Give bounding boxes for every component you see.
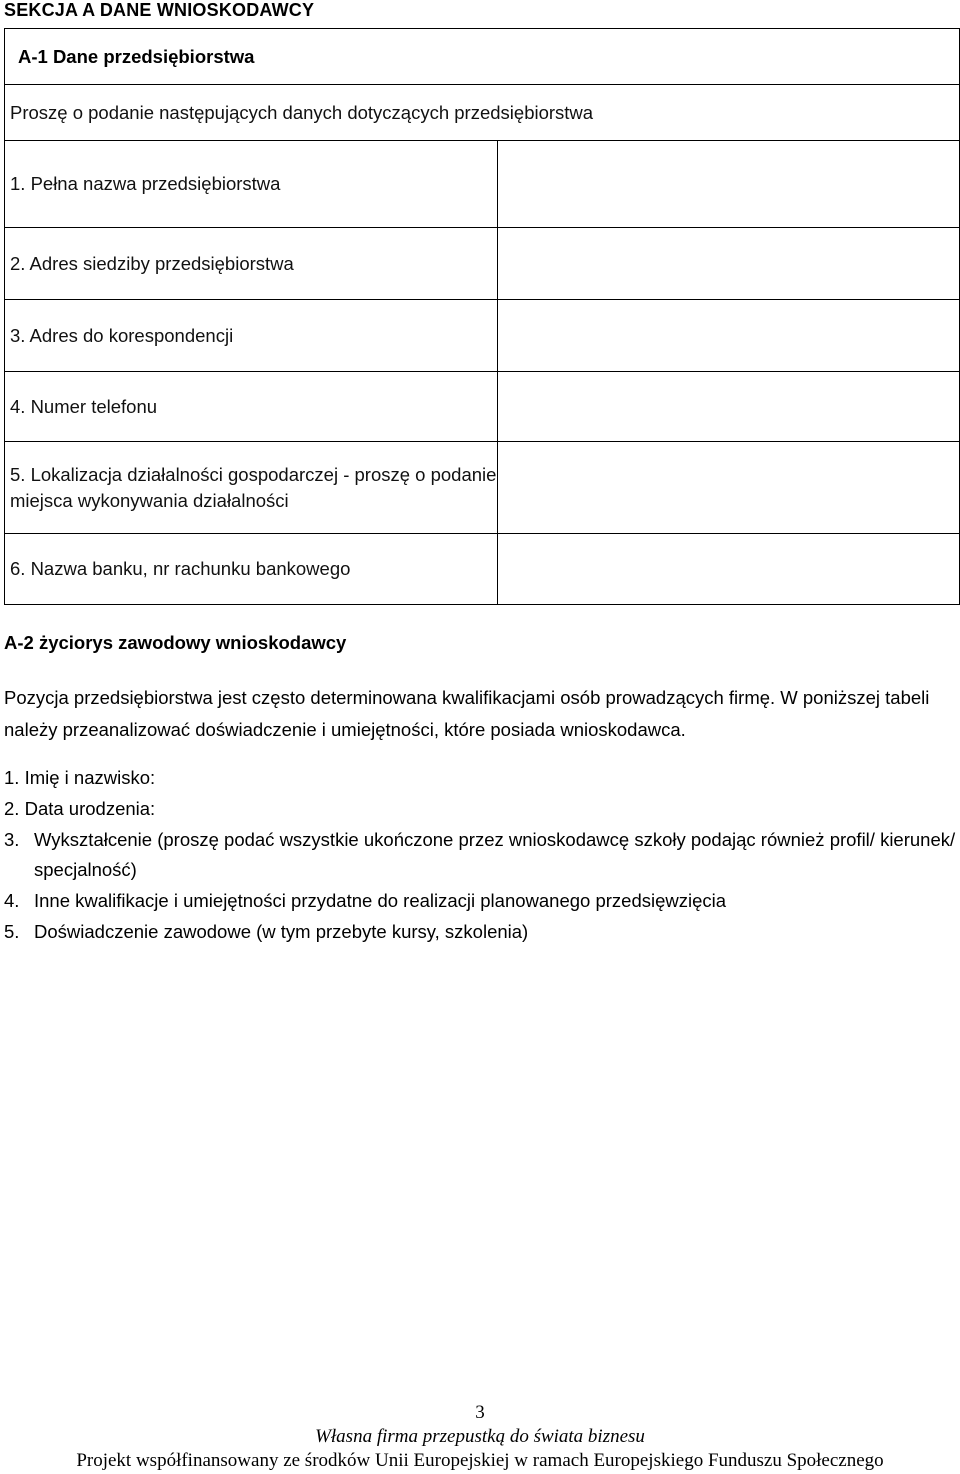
list-item-text: Inne kwalifikacje i umiejętności przydatne do realizacji planowanego przedsięwzięcia xyxy=(34,890,727,911)
list-item-number: 5. xyxy=(4,921,20,942)
row-label-headquarters: 2. Adres siedziby przedsiębiorstwa xyxy=(5,228,498,300)
correspondence-field[interactable] xyxy=(498,300,960,372)
list-item-number: 3. xyxy=(4,829,20,850)
table-row xyxy=(5,300,960,372)
list-item xyxy=(4,794,155,824)
list-item-text: Wykształcenie (proszę podać wszystkie ukończone przez wnioskodawcę szkoły podając również profil/ kierunek/ specjalność) xyxy=(34,829,956,880)
table-row xyxy=(5,442,960,534)
table-row xyxy=(5,141,960,228)
footer-funding-note: Projekt współfinansowany ze środków Unii Europejskiej w ramach Europejskiego Funduszu Społecznego xyxy=(76,1450,884,1471)
table-header-row xyxy=(5,29,960,85)
table-intro: Proszę o podanie następujących danych dotyczących przedsiębiorstwa xyxy=(5,85,960,141)
table-row xyxy=(5,534,960,605)
row-label-correspondence: 3. Adres do korespondencji xyxy=(5,300,498,372)
list-item-number: 4. xyxy=(4,890,20,911)
list-item xyxy=(4,886,726,916)
table-row xyxy=(5,372,960,442)
list-item-text: Imię i nazwisko: xyxy=(24,767,156,788)
list-item-text: Doświadczenie zawodowe (w tym przebyte kursy, szkolenia) xyxy=(34,921,529,942)
footer-slogan: Własna firma przepustką do świata biznesu xyxy=(315,1426,645,1447)
row-label-bank: 6. Nazwa banku, nr rachunku bankowego xyxy=(5,534,498,605)
company-data-table xyxy=(4,28,960,605)
phone-field[interactable] xyxy=(498,372,960,442)
row-label-phone: 4. Numer telefonu xyxy=(5,372,498,442)
page-number: 3 xyxy=(475,1402,485,1423)
list-item xyxy=(4,917,528,947)
table-header: A-1 Dane przedsiębiorstwa xyxy=(5,29,960,85)
section-a2-paragraph: Pozycja przedsiębiorstwa jest często determinowana kwalifikacjami osób prowadzących firmę. W poniższej tabeli należy przeanalizować doświadczenie i umiejętności, które posiada wnioskodawca. xyxy=(4,687,930,740)
table-row xyxy=(5,228,960,300)
bank-field[interactable] xyxy=(498,534,960,605)
section-a2-heading: A-2 życiorys zawodowy wnioskodawcy xyxy=(4,632,347,653)
full-name-field[interactable] xyxy=(498,141,960,228)
list-item xyxy=(4,825,960,885)
list-item-number: 1. xyxy=(4,767,20,788)
section-title: SEKCJA A DANE WNIOSKODAWCY xyxy=(4,0,315,20)
row-label-location: 5. Lokalizacja działalności gospodarczej - proszę o podanie miejsca wykonywania działalności xyxy=(5,442,498,534)
headquarters-field[interactable] xyxy=(498,228,960,300)
list-item-text: Data urodzenia: xyxy=(24,798,156,819)
list-item xyxy=(4,763,155,793)
list-item-number: 2. xyxy=(4,798,20,819)
table-intro-row xyxy=(5,85,960,141)
location-field[interactable] xyxy=(498,442,960,534)
row-label-full-name: 1. Pełna nazwa przedsiębiorstwa xyxy=(5,141,498,228)
